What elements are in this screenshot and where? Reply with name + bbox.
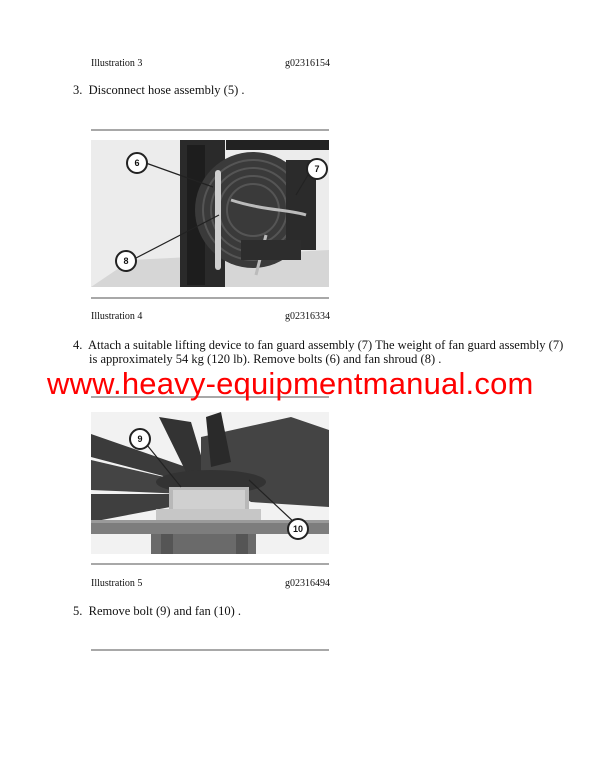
illustration-4-photo bbox=[91, 140, 329, 287]
callout-10: 10 bbox=[287, 518, 309, 540]
callout-9: 9 bbox=[129, 428, 151, 450]
step-5 bbox=[73, 604, 241, 619]
illustration-4-code: g02316334 bbox=[285, 311, 330, 322]
illustration-4-label: Illustration 4 bbox=[91, 311, 143, 322]
illustration-5-code: g02316494 bbox=[285, 578, 330, 589]
divider bbox=[91, 563, 329, 565]
step-text-line-2: is approximately 54 kg (120 lb). Remove bolts (6) and fan shroud (8) . bbox=[89, 352, 442, 366]
illustration-5-photo bbox=[91, 412, 329, 554]
watermark-link[interactable]: www.heavy-equipmentmanual.com bbox=[47, 366, 534, 401]
callout-6: 6 bbox=[126, 152, 148, 174]
step-number: 3. bbox=[73, 83, 83, 97]
step-4-continued bbox=[89, 352, 441, 367]
callout-8: 8 bbox=[115, 250, 137, 272]
divider bbox=[91, 649, 329, 651]
callout-7: 7 bbox=[306, 158, 328, 180]
step-text: Remove bolt (9) and fan (10) . bbox=[88, 604, 242, 618]
step-text-line-1: Attach a suitable lifting device to fan guard assembly (7) The weight of fan guard assembly (7) bbox=[87, 338, 564, 352]
illustration-3-code: g02316154 bbox=[285, 58, 330, 69]
step-number: 4. bbox=[73, 338, 83, 352]
step-4 bbox=[73, 338, 563, 353]
divider bbox=[91, 297, 329, 299]
step-3 bbox=[73, 83, 245, 98]
illustration-3-label: Illustration 3 bbox=[91, 58, 143, 69]
step-number: 5. bbox=[73, 604, 83, 618]
step-text: Disconnect hose assembly (5) . bbox=[88, 83, 245, 97]
divider bbox=[91, 129, 329, 131]
illustration-5-label: Illustration 5 bbox=[91, 578, 143, 589]
